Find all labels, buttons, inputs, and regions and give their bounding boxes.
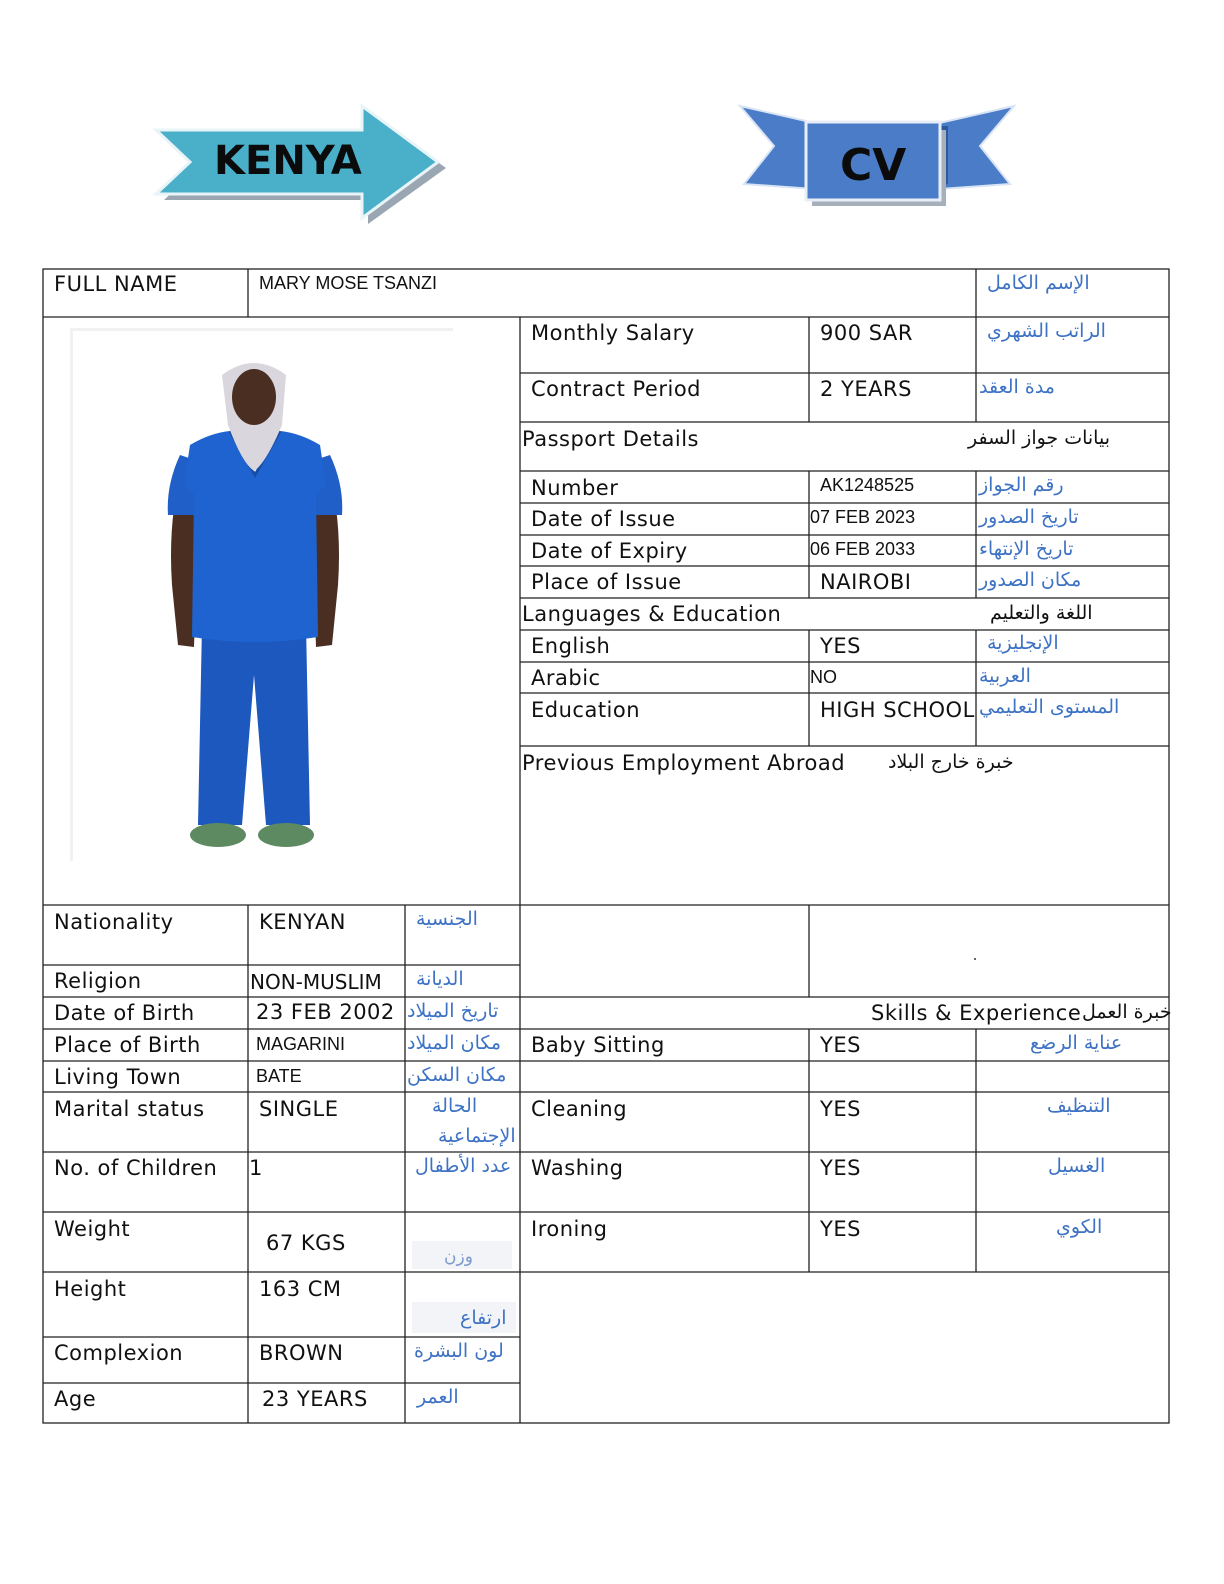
complexion-ar: لون البشرة xyxy=(414,1340,504,1362)
issue-date-value: 07 FEB 2023 xyxy=(810,507,916,527)
ironing-label: Ironing xyxy=(531,1217,608,1241)
marital-ar-line1: الحالة xyxy=(432,1095,478,1117)
skills-section-ar: خبرة العمل xyxy=(1082,1001,1172,1023)
age-value: 23 YEARS xyxy=(262,1387,368,1411)
english-ar: الإنجليزية xyxy=(987,632,1059,654)
arabic-ar: العربية xyxy=(979,665,1031,687)
pob-label: Place of Birth xyxy=(54,1033,201,1057)
issue-place-value: NAIROBI xyxy=(820,570,912,594)
washing-label: Washing xyxy=(531,1156,624,1180)
languages-section-ar: اللغة والتعليم xyxy=(990,602,1093,624)
town-ar: مكان السكن xyxy=(407,1064,507,1086)
religion-label: Religion xyxy=(54,969,142,993)
issue-date-ar: تاريخ الصدور xyxy=(979,506,1079,528)
dob-value: 23 FEB 2002 xyxy=(256,1000,395,1024)
cleaning-label: Cleaning xyxy=(531,1097,628,1121)
issue-place-ar: مكان الصدور xyxy=(979,569,1082,591)
baby-sitting-label: Baby Sitting xyxy=(531,1033,665,1057)
expiry-date-value: 06 FEB 2033 xyxy=(810,539,916,559)
previous-employment-label: Previous Employment Abroad xyxy=(522,751,846,775)
english-value: YES xyxy=(820,634,861,658)
weight-value: 67 KGS xyxy=(266,1231,346,1255)
washing-ar: الغسيل xyxy=(1048,1155,1106,1177)
marital-value: SINGLE xyxy=(259,1097,339,1121)
height-label: Height xyxy=(54,1277,127,1301)
pob-ar: مكان الميلاد xyxy=(407,1032,502,1054)
age-label: Age xyxy=(54,1387,97,1411)
dob-ar: تاريخ الميلاد xyxy=(407,1000,499,1022)
complexion-value: BROWN xyxy=(259,1341,344,1365)
weight-label: Weight xyxy=(54,1217,131,1241)
period-value: 2 YEARS xyxy=(820,377,912,401)
full-name-value: MARY MOSE TSANZI xyxy=(259,273,438,293)
passport-number-ar: رقم الجواز xyxy=(979,474,1064,496)
ironing-ar: الكوي xyxy=(1056,1216,1103,1238)
cleaning-ar: التنظيف xyxy=(1047,1095,1111,1117)
period-ar: مدة العقد xyxy=(979,376,1055,398)
cleaning-value: YES xyxy=(820,1097,861,1121)
country-title: KENYA xyxy=(214,138,362,184)
education-value: HIGH SCHOOL xyxy=(820,698,975,722)
age-ar: العمر xyxy=(417,1386,459,1408)
passport-section-label: Passport Details xyxy=(522,427,699,451)
children-value: 1 xyxy=(249,1156,263,1180)
cv-title: CV xyxy=(840,140,907,191)
children-label: No. of Children xyxy=(54,1156,218,1180)
ironing-value: YES xyxy=(820,1217,861,1241)
previous-employment-ar: خبرة خارج البلاد xyxy=(888,751,1014,773)
religion-ar: الديانة xyxy=(416,968,464,990)
passport-number-label: Number xyxy=(531,476,619,500)
dot-mark xyxy=(974,958,976,960)
salary-value: 900 SAR xyxy=(820,321,913,345)
dob-label: Date of Birth xyxy=(54,1001,195,1025)
nationality-ar: الجنسية xyxy=(416,908,478,930)
complexion-label: Complexion xyxy=(54,1341,184,1365)
marital-label: Marital status xyxy=(54,1097,205,1121)
issue-date-label: Date of Issue xyxy=(531,507,676,531)
salary-label: Monthly Salary xyxy=(531,321,695,345)
town-label: Living Town xyxy=(54,1065,182,1089)
arabic-value: NO xyxy=(810,667,837,687)
height-ar: ارتفاع xyxy=(460,1307,507,1329)
passport-number-value: AK1248525 xyxy=(820,475,915,495)
full-name-ar: الإسم الكامل xyxy=(987,272,1090,294)
weight-ar: وزن xyxy=(444,1247,473,1267)
period-label: Contract Period xyxy=(531,377,701,401)
arabic-label: Arabic xyxy=(531,666,601,690)
expiry-date-label: Date of Expiry xyxy=(531,539,688,563)
expiry-date-ar: تاريخ الإنتهاء xyxy=(979,538,1074,560)
height-value: 163 CM xyxy=(259,1277,342,1301)
baby-sitting-value: YES xyxy=(820,1033,861,1057)
nationality-label: Nationality xyxy=(54,910,174,934)
town-value: BATE xyxy=(256,1066,302,1086)
washing-value: YES xyxy=(820,1156,861,1180)
skills-section-label: Skills & Experience xyxy=(871,1001,1082,1025)
candidate-photo xyxy=(150,355,360,865)
education-ar: المستوى التعليمي xyxy=(979,696,1120,718)
languages-section-label: Languages & Education xyxy=(522,602,782,626)
children-ar: عدد الأطفال xyxy=(415,1155,512,1177)
religion-value: NON-MUSLIM xyxy=(250,970,382,994)
marital-ar-line2: الإجتماعية xyxy=(438,1125,516,1147)
education-label: Education xyxy=(531,698,641,722)
pob-value: MAGARINI xyxy=(256,1034,346,1054)
issue-place-label: Place of Issue xyxy=(531,570,682,594)
salary-ar: الراتب الشهري xyxy=(987,320,1106,342)
passport-section-ar: بيانات جواز السفر xyxy=(968,427,1110,449)
nationality-value: KENYAN xyxy=(259,910,347,934)
baby-sitting-ar: عناية الرضع xyxy=(1030,1032,1123,1054)
full-name-label: FULL NAME xyxy=(54,272,178,296)
english-label: English xyxy=(531,634,611,658)
